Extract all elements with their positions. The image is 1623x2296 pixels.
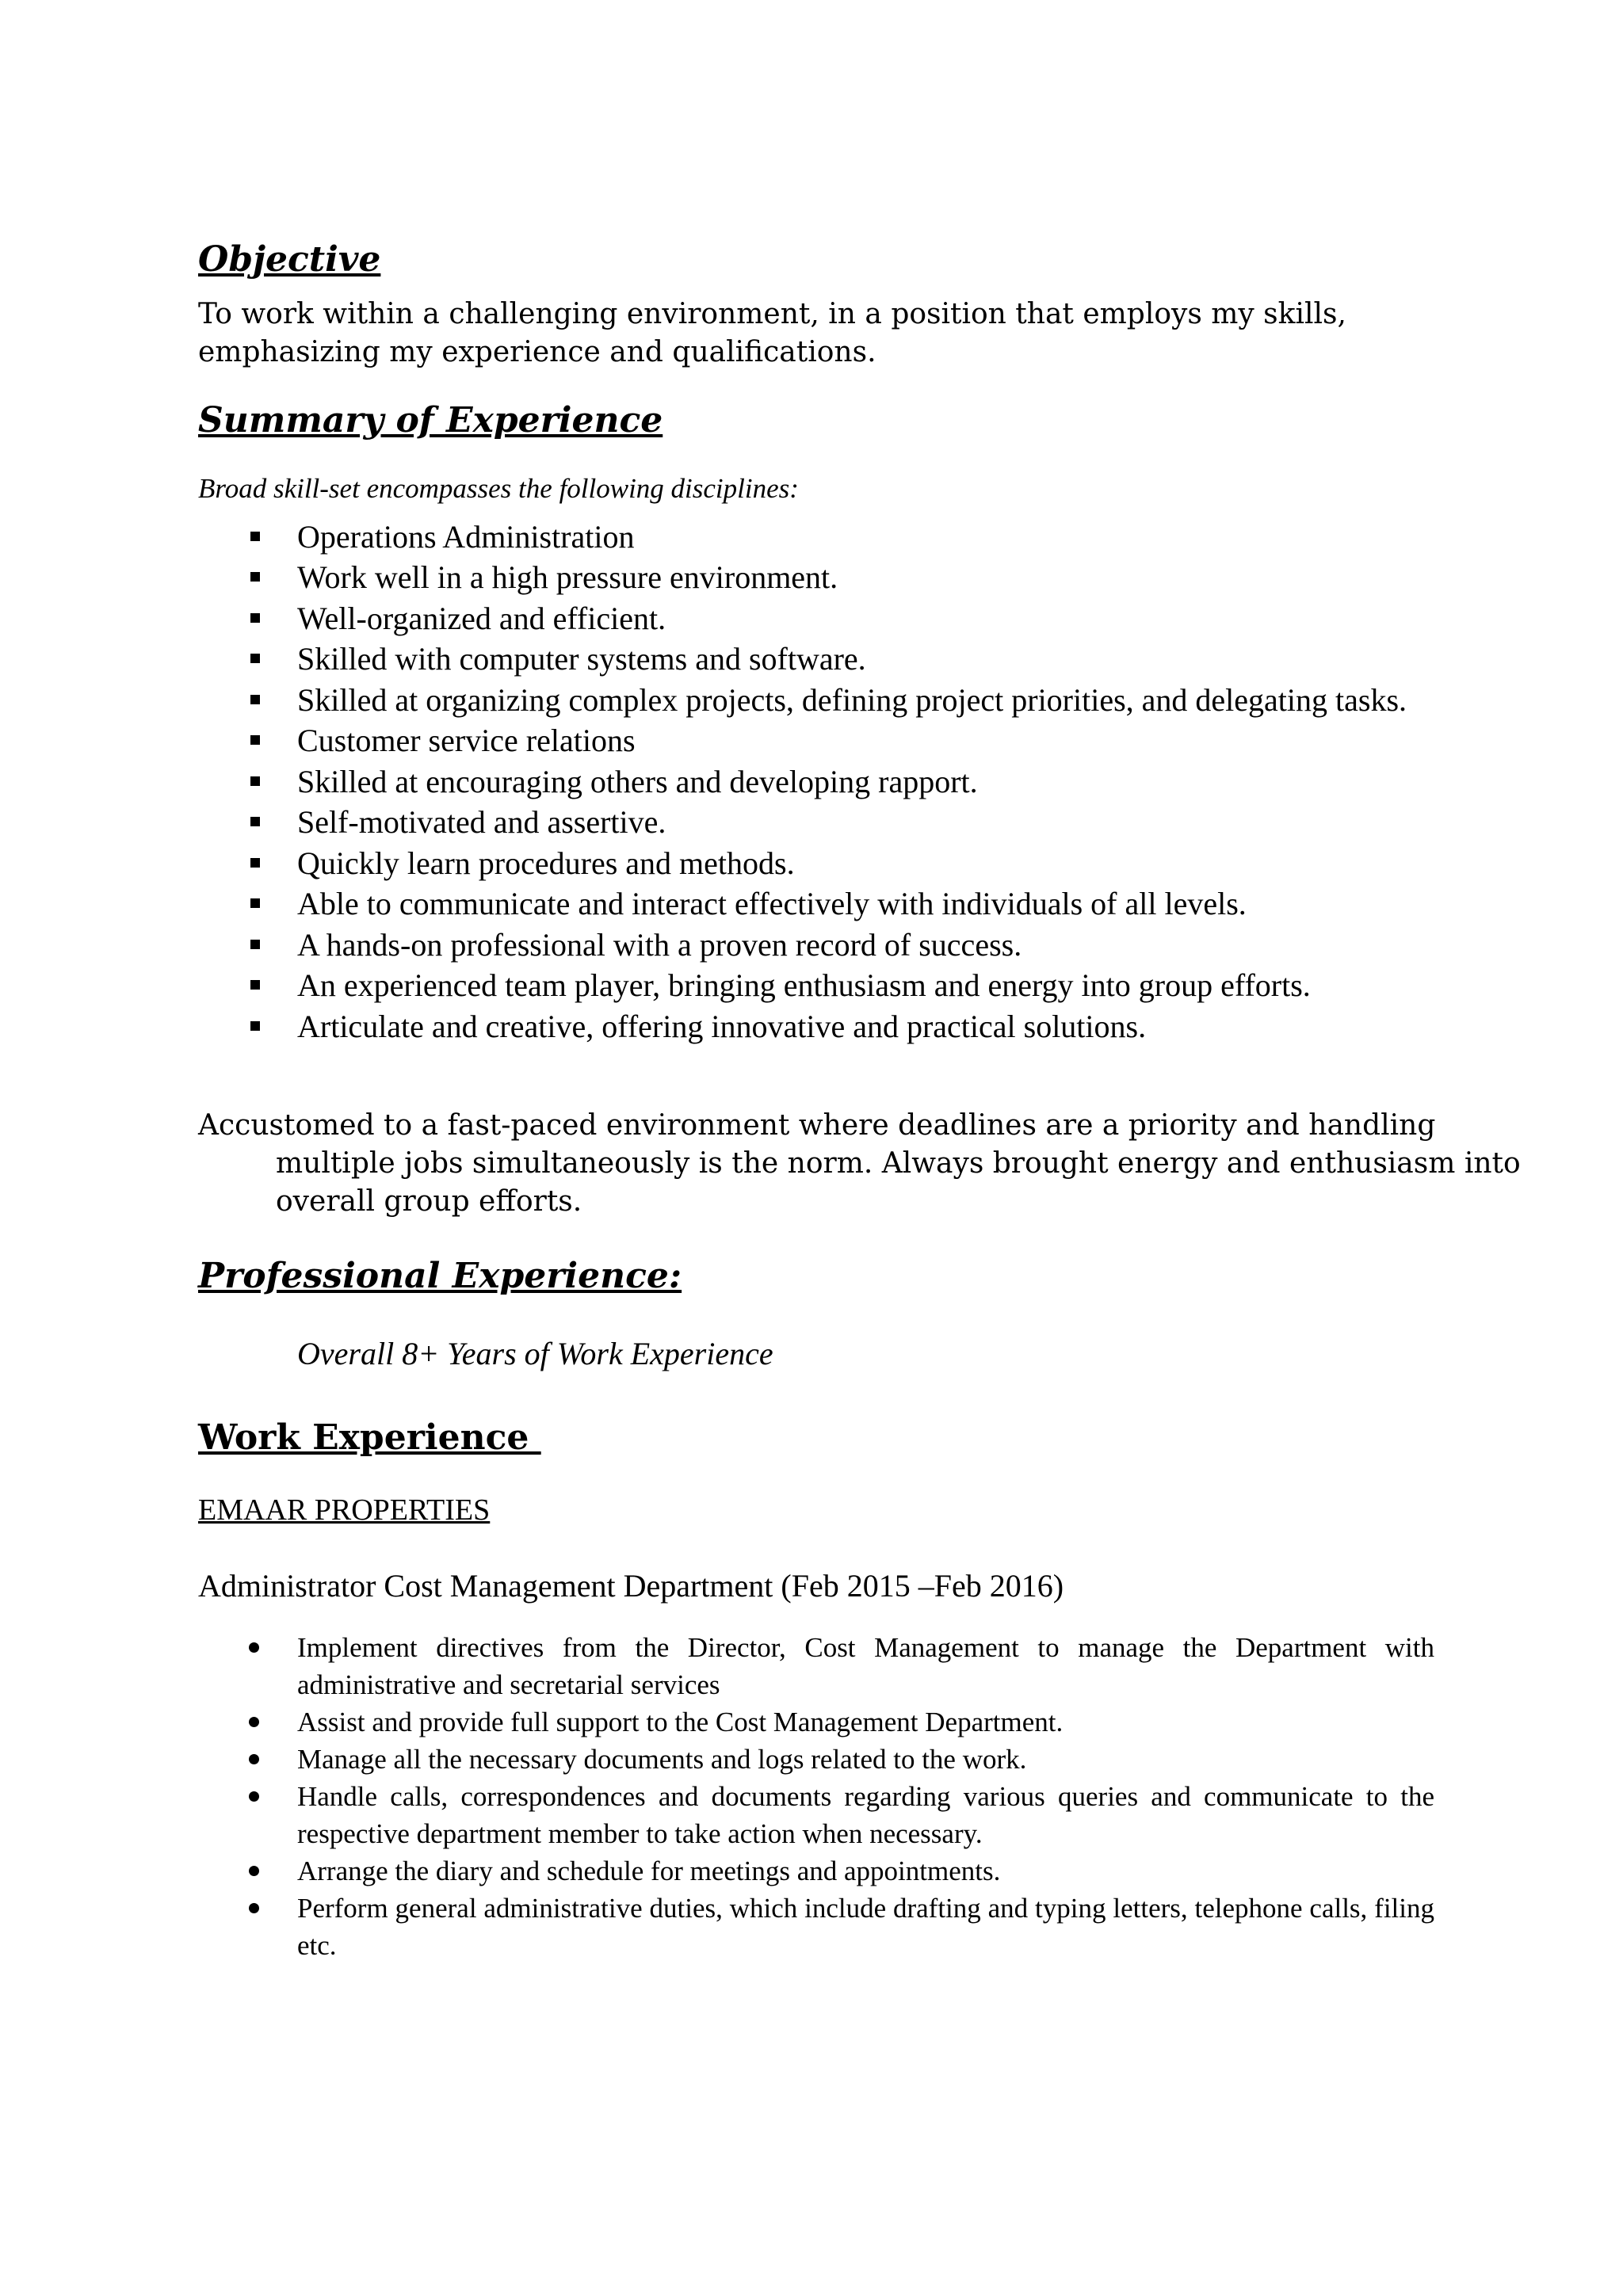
overall-experience-text: Overall 8+ Years of Work Experience bbox=[297, 1336, 773, 1372]
summary-heading: Summary of Experience bbox=[198, 399, 663, 441]
duty-item bbox=[198, 1778, 1434, 1852]
duty-text: Assist and provide full support to the Cost Management Department. bbox=[297, 1707, 1064, 1738]
duties-list bbox=[198, 1629, 1498, 1964]
skills-intro: Broad skill-set encompasses the following disciplines: bbox=[198, 472, 799, 504]
duty-item bbox=[198, 1703, 1434, 1741]
skill-item bbox=[198, 681, 1466, 719]
skill-text: Work well in a high pressure environment. bbox=[297, 559, 838, 596]
skill-text: A hands-on professional with a proven record of success. bbox=[297, 926, 1022, 963]
skill-text: Skilled with computer systems and software. bbox=[297, 641, 866, 677]
round-bullet-icon bbox=[249, 1717, 259, 1727]
objective-heading: Objective bbox=[198, 239, 381, 280]
square-bullet-icon bbox=[250, 695, 260, 704]
skill-item bbox=[198, 518, 1466, 555]
round-bullet-icon bbox=[249, 1642, 259, 1653]
square-bullet-icon bbox=[250, 654, 260, 663]
skill-text: Able to communicate and interact effectively with individuals of all levels. bbox=[297, 886, 1247, 922]
duty-text: Implement directives from the Director, Cost Management to manage the Department with administrative and secretarial services bbox=[297, 1632, 1434, 1701]
skill-text: An experienced team player, bringing enthusiasm and energy into group efforts. bbox=[297, 967, 1311, 1004]
skill-text: Quickly learn procedures and methods. bbox=[297, 845, 795, 881]
skill-item bbox=[198, 640, 1466, 677]
skill-text: Skilled at organizing complex projects, defining project priorities, and delegating tasks. bbox=[297, 681, 1407, 718]
square-bullet-icon bbox=[250, 898, 260, 908]
square-bullet-icon bbox=[250, 940, 260, 949]
skills-list bbox=[198, 518, 1498, 1045]
job-role: Administrator Cost Management Department (Feb 2015 –Feb 2016) bbox=[198, 1568, 1064, 1604]
square-bullet-icon bbox=[250, 735, 260, 745]
skill-item bbox=[198, 1008, 1466, 1045]
round-bullet-icon bbox=[249, 1866, 259, 1876]
square-bullet-icon bbox=[250, 1021, 260, 1031]
work-experience-heading: Work Experience bbox=[198, 1417, 541, 1459]
duty-text: Perform general administrative duties, which include drafting and typing letters, telephone calls, filing etc. bbox=[297, 1893, 1434, 1962]
resume-content bbox=[198, 230, 1521, 1964]
skill-item bbox=[198, 559, 1466, 596]
duty-text: Manage all the necessary documents and logs related to the work. bbox=[297, 1744, 1027, 1775]
skill-text: Self-motivated and assertive. bbox=[297, 804, 666, 841]
skill-item bbox=[198, 926, 1466, 963]
duty-item bbox=[198, 1741, 1434, 1778]
duty-item bbox=[198, 1629, 1434, 1703]
square-bullet-icon bbox=[250, 858, 260, 868]
round-bullet-icon bbox=[249, 1754, 259, 1764]
company-name: EMAAR PROPERTIES bbox=[198, 1493, 491, 1527]
skill-item bbox=[198, 600, 1466, 637]
round-bullet-icon bbox=[249, 1791, 259, 1802]
skill-item bbox=[198, 845, 1466, 882]
duty-text: Handle calls, correspondences and documents regarding various queries and communicate to the respective department member to take action when necessary. bbox=[297, 1781, 1434, 1850]
skill-item bbox=[198, 967, 1466, 1004]
square-bullet-icon bbox=[250, 817, 260, 826]
skill-text: Articulate and creative, offering innovative and practical solutions. bbox=[297, 1008, 1147, 1044]
square-bullet-icon bbox=[250, 613, 260, 623]
skill-item bbox=[198, 722, 1466, 759]
objective-text: To work within a challenging environment, in a position that employs my skills, emphasizing my experience and qualifications. bbox=[198, 297, 1346, 368]
skill-text: Customer service relations bbox=[297, 723, 636, 759]
duty-item bbox=[198, 1852, 1434, 1890]
square-bullet-icon bbox=[250, 532, 260, 541]
duty-text: Arrange the diary and schedule for meetings and appointments. bbox=[297, 1855, 1001, 1887]
skill-item bbox=[198, 885, 1466, 922]
summary-closing-paragraph: Accustomed to a fast-paced environment where deadlines are a priority and handling multiple jobs simultaneously is the norm. Always brought energy and enthusiasm into overall group efforts. bbox=[198, 1108, 1521, 1218]
duty-item bbox=[198, 1890, 1434, 1964]
skill-text: Well-organized and efficient. bbox=[297, 600, 666, 636]
professional-experience-heading: Professional Experience: bbox=[198, 1255, 682, 1296]
skill-item bbox=[198, 763, 1466, 800]
square-bullet-icon bbox=[250, 776, 260, 786]
square-bullet-icon bbox=[250, 980, 260, 990]
round-bullet-icon bbox=[249, 1903, 259, 1913]
skill-text: Operations Administration bbox=[297, 518, 635, 555]
square-bullet-icon bbox=[250, 572, 260, 582]
skill-text: Skilled at encouraging others and developing rapport. bbox=[297, 763, 978, 799]
skill-item bbox=[198, 803, 1466, 841]
